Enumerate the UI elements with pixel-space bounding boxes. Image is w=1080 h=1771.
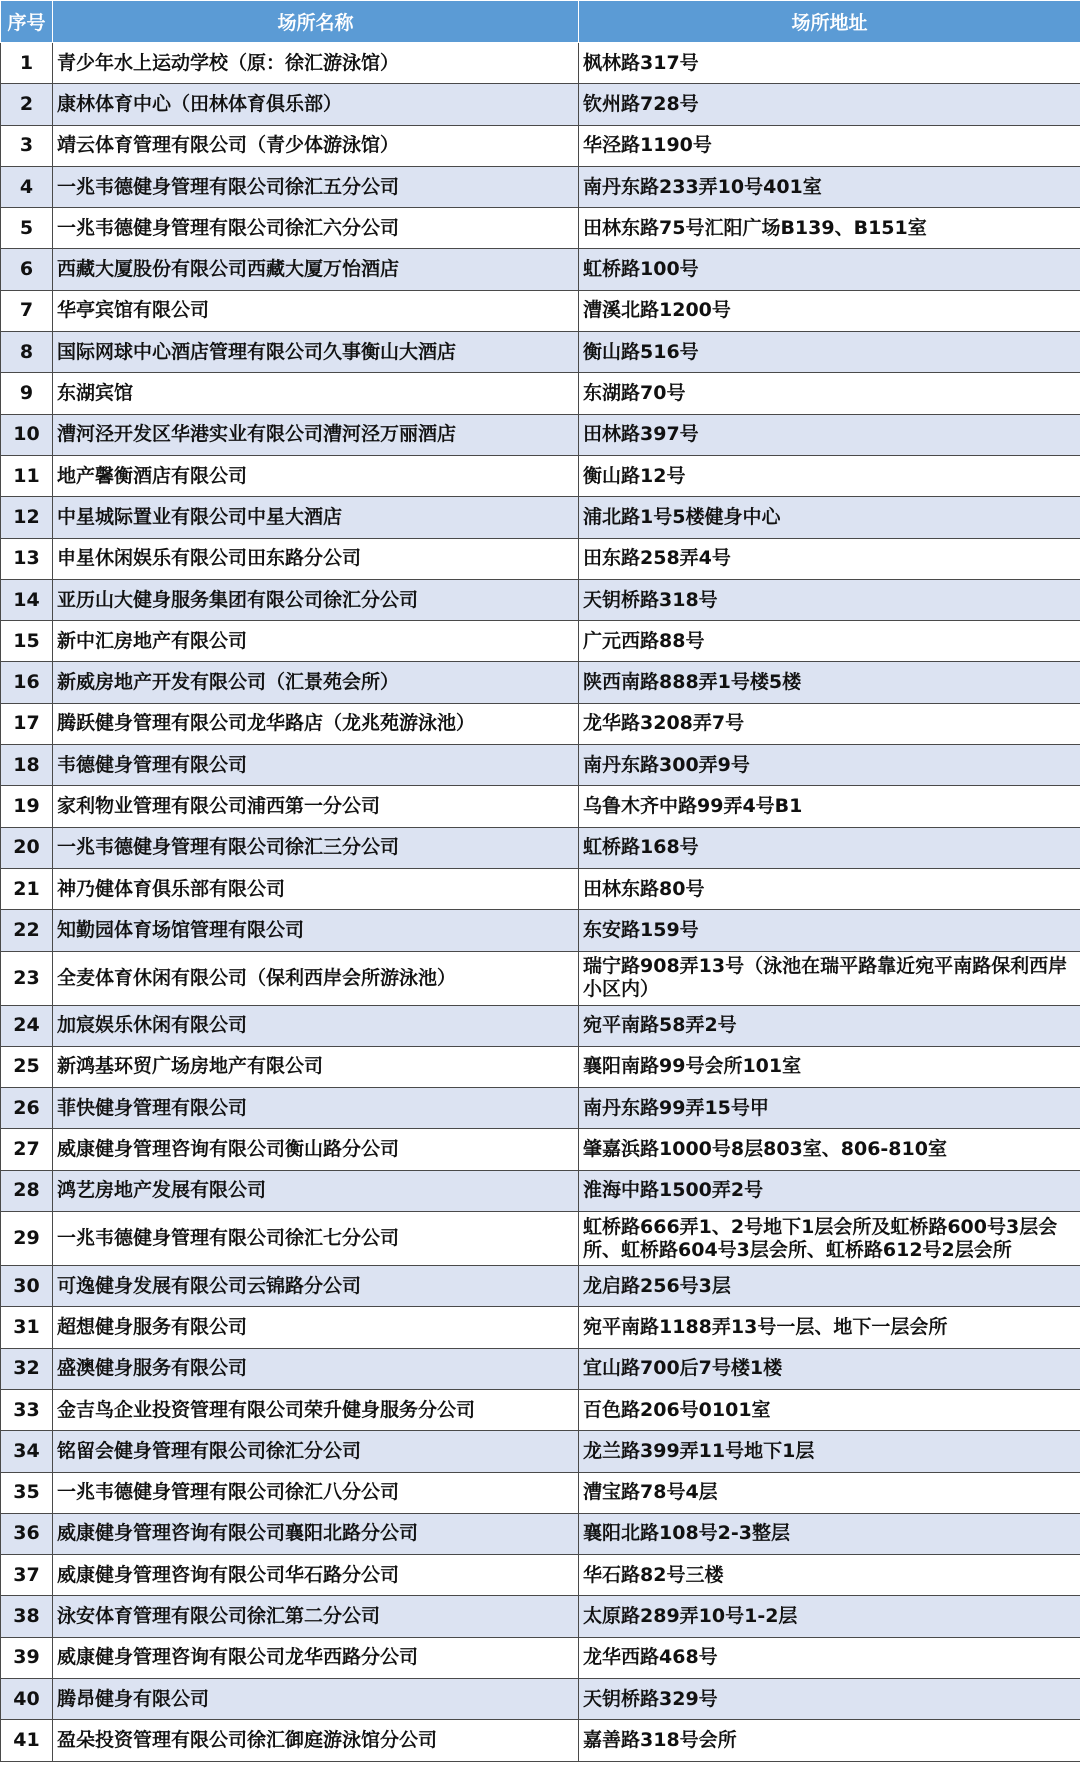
table-row (1, 332, 1080, 373)
venue-address: 田林东路75号汇阳广场B139、B151室 (579, 208, 1080, 249)
venue-name: 新中汇房地产有限公司 (53, 621, 579, 662)
venue-name: 西藏大厦股份有限公司西藏大厦万怡酒店 (53, 249, 579, 290)
venue-name: 全麦体育休闲有限公司（保利西岸会所游泳池） (53, 951, 579, 1005)
venue-address: 东湖路70号 (579, 373, 1080, 414)
venue-name: 知勤园体育场馆管理有限公司 (53, 910, 579, 951)
row-index: 33 (1, 1389, 53, 1430)
venue-name: 申星休闲娱乐有限公司田东路分公司 (53, 538, 579, 579)
table-row (1, 125, 1080, 166)
venue-address: 宛平南路1188弄13号一层、地下一层会所 (579, 1307, 1080, 1348)
venue-address: 衡山路516号 (579, 332, 1080, 373)
table-row (1, 1637, 1080, 1678)
table-row (1, 703, 1080, 744)
venue-name: 威康健身管理咨询有限公司襄阳北路分公司 (53, 1513, 579, 1554)
venue-address: 钦州路728号 (579, 84, 1080, 125)
table-row (1, 1170, 1080, 1211)
table-row (1, 1046, 1080, 1087)
venue-name: 威康健身管理咨询有限公司华石路分公司 (53, 1555, 579, 1596)
header-index: 序号 (1, 1, 53, 43)
venue-name: 威康健身管理咨询有限公司衡山路分公司 (53, 1129, 579, 1170)
row-index: 41 (1, 1720, 53, 1761)
venue-name: 盈朵投资管理有限公司徐汇御庭游泳馆分公司 (53, 1720, 579, 1761)
row-index: 40 (1, 1678, 53, 1719)
row-index: 7 (1, 290, 53, 331)
table-row (1, 1472, 1080, 1513)
venue-address: 宛平南路58弄2号 (579, 1005, 1080, 1046)
venue-name: 国际网球中心酒店管理有限公司久事衡山大酒店 (53, 332, 579, 373)
table-row (1, 951, 1080, 1005)
table-row (1, 745, 1080, 786)
row-index: 5 (1, 208, 53, 249)
row-index: 14 (1, 579, 53, 620)
row-index: 6 (1, 249, 53, 290)
header-venue-address: 场所地址 (579, 1, 1080, 43)
table-row (1, 1389, 1080, 1430)
venue-name: 青少年水上运动学校（原：徐汇游泳馆） (53, 43, 579, 84)
table-row (1, 1266, 1080, 1307)
venue-address: 华泾路1190号 (579, 125, 1080, 166)
row-index: 37 (1, 1555, 53, 1596)
table-row (1, 497, 1080, 538)
venue-address: 淮海中路1500弄2号 (579, 1170, 1080, 1211)
venue-address: 虹桥路666弄1、2号地下1层会所及虹桥路600号3层会所、虹桥路604号3层会所、虹桥路612号2层会所 (579, 1212, 1080, 1266)
venue-name: 东湖宾馆 (53, 373, 579, 414)
row-index: 24 (1, 1005, 53, 1046)
venue-name: 一兆韦德健身管理有限公司徐汇七分公司 (53, 1212, 579, 1266)
venue-name: 加宸娱乐休闲有限公司 (53, 1005, 579, 1046)
venue-address: 天钥桥路318号 (579, 579, 1080, 620)
venue-address: 田林路397号 (579, 414, 1080, 455)
table-row (1, 579, 1080, 620)
table-row (1, 1212, 1080, 1266)
table-row (1, 662, 1080, 703)
venue-address: 乌鲁木齐中路99弄4号B1 (579, 786, 1080, 827)
venue-address: 百色路206号0101室 (579, 1389, 1080, 1430)
venue-address: 浦北路1号5楼健身中心 (579, 497, 1080, 538)
table-row (1, 208, 1080, 249)
table-row (1, 1348, 1080, 1389)
table-row (1, 249, 1080, 290)
venue-name: 康林体育中心（田林体育俱乐部） (53, 84, 579, 125)
venue-name: 韦德健身管理有限公司 (53, 745, 579, 786)
venue-name: 一兆韦德健身管理有限公司徐汇三分公司 (53, 827, 579, 868)
venue-address: 天钥桥路329号 (579, 1678, 1080, 1719)
venue-name: 腾昂健身有限公司 (53, 1678, 579, 1719)
table-row (1, 1088, 1080, 1129)
row-index: 19 (1, 786, 53, 827)
row-index: 38 (1, 1596, 53, 1637)
venue-name: 漕河泾开发区华港实业有限公司漕河泾万丽酒店 (53, 414, 579, 455)
venue-name: 地产馨衡酒店有限公司 (53, 455, 579, 496)
venue-address: 华石路82号三楼 (579, 1555, 1080, 1596)
venue-address: 龙启路256号3层 (579, 1266, 1080, 1307)
venue-address: 东安路159号 (579, 910, 1080, 951)
row-index: 34 (1, 1431, 53, 1472)
row-index: 27 (1, 1129, 53, 1170)
table-row (1, 43, 1080, 84)
table-row (1, 827, 1080, 868)
venue-name: 新威房地产开发有限公司（汇景苑会所） (53, 662, 579, 703)
table-row (1, 1555, 1080, 1596)
row-index: 23 (1, 951, 53, 1005)
row-index: 18 (1, 745, 53, 786)
venue-address: 南丹东路300弄9号 (579, 745, 1080, 786)
table-row (1, 373, 1080, 414)
venue-name: 金吉鸟企业投资管理有限公司荣升健身服务分公司 (53, 1389, 579, 1430)
table-row (1, 84, 1080, 125)
row-index: 1 (1, 43, 53, 84)
venue-name: 家利物业管理有限公司浦西第一分公司 (53, 786, 579, 827)
venue-name: 可逸健身发展有限公司云锦路分公司 (53, 1266, 579, 1307)
row-index: 13 (1, 538, 53, 579)
table-row (1, 1678, 1080, 1719)
row-index: 21 (1, 868, 53, 909)
row-index: 15 (1, 621, 53, 662)
table-row (1, 621, 1080, 662)
row-index: 36 (1, 1513, 53, 1554)
row-index: 29 (1, 1212, 53, 1266)
row-index: 10 (1, 414, 53, 455)
venue-address: 枫林路317号 (579, 43, 1080, 84)
table-row (1, 1431, 1080, 1472)
table-row (1, 455, 1080, 496)
venue-address: 龙兰路399弄11号地下1层 (579, 1431, 1080, 1472)
row-index: 39 (1, 1637, 53, 1678)
table-row (1, 166, 1080, 207)
row-index: 17 (1, 703, 53, 744)
row-index: 11 (1, 455, 53, 496)
venue-name: 威康健身管理咨询有限公司龙华西路分公司 (53, 1637, 579, 1678)
venue-address: 襄阳北路108号2-3整层 (579, 1513, 1080, 1554)
venue-address: 南丹东路99弄15号甲 (579, 1088, 1080, 1129)
venue-name: 菲快健身管理有限公司 (53, 1088, 579, 1129)
table-row (1, 1596, 1080, 1637)
venue-name: 铭留会健身管理有限公司徐汇分公司 (53, 1431, 579, 1472)
venue-address: 瑞宁路908弄13号（泳池在瑞平路靠近宛平南路保利西岸小区内） (579, 951, 1080, 1005)
venue-name: 盛澳健身服务有限公司 (53, 1348, 579, 1389)
table-row (1, 414, 1080, 455)
row-index: 30 (1, 1266, 53, 1307)
table-row (1, 538, 1080, 579)
row-index: 4 (1, 166, 53, 207)
venue-address: 虹桥路168号 (579, 827, 1080, 868)
venue-address: 衡山路12号 (579, 455, 1080, 496)
table-header-row (1, 1, 1080, 43)
row-index: 35 (1, 1472, 53, 1513)
venue-address: 陕西南路888弄1号楼5楼 (579, 662, 1080, 703)
venue-address: 肇嘉浜路1000号8层803室、806-810室 (579, 1129, 1080, 1170)
venue-address: 龙华路3208弄7号 (579, 703, 1080, 744)
table-row (1, 1513, 1080, 1554)
venue-address: 漕溪北路1200号 (579, 290, 1080, 331)
row-index: 32 (1, 1348, 53, 1389)
row-index: 12 (1, 497, 53, 538)
venue-address: 南丹东路233弄10号401室 (579, 166, 1080, 207)
venue-address: 广元西路88号 (579, 621, 1080, 662)
table-row (1, 868, 1080, 909)
venue-name: 超想健身服务有限公司 (53, 1307, 579, 1348)
table-body (1, 43, 1080, 1762)
table-row (1, 786, 1080, 827)
venue-name: 神乃健体育俱乐部有限公司 (53, 868, 579, 909)
venue-address: 漕宝路78号4层 (579, 1472, 1080, 1513)
venue-address: 田林东路80号 (579, 868, 1080, 909)
venue-address: 虹桥路100号 (579, 249, 1080, 290)
venue-name: 腾跃健身管理有限公司龙华路店（龙兆苑游泳池） (53, 703, 579, 744)
venue-name: 一兆韦德健身管理有限公司徐汇八分公司 (53, 1472, 579, 1513)
row-index: 3 (1, 125, 53, 166)
row-index: 20 (1, 827, 53, 868)
venue-address: 龙华西路468号 (579, 1637, 1080, 1678)
table-row (1, 1005, 1080, 1046)
row-index: 28 (1, 1170, 53, 1211)
venue-address: 宜山路700后7号楼1楼 (579, 1348, 1080, 1389)
venue-address: 襄阳南路99号会所101室 (579, 1046, 1080, 1087)
table-row (1, 1129, 1080, 1170)
row-index: 26 (1, 1088, 53, 1129)
venue-name: 一兆韦德健身管理有限公司徐汇五分公司 (53, 166, 579, 207)
venue-name: 一兆韦德健身管理有限公司徐汇六分公司 (53, 208, 579, 249)
venue-name: 新鸿基环贸广场房地产有限公司 (53, 1046, 579, 1087)
venue-name: 鸿艺房地产发展有限公司 (53, 1170, 579, 1211)
row-index: 2 (1, 84, 53, 125)
row-index: 31 (1, 1307, 53, 1348)
row-index: 22 (1, 910, 53, 951)
venue-name: 泳安体育管理有限公司徐汇第二分公司 (53, 1596, 579, 1637)
row-index: 8 (1, 332, 53, 373)
header-venue-name: 场所名称 (53, 1, 579, 43)
table-row (1, 1307, 1080, 1348)
table-row (1, 290, 1080, 331)
venue-name: 华亭宾馆有限公司 (53, 290, 579, 331)
table-row (1, 910, 1080, 951)
venue-name: 亚历山大健身服务集团有限公司徐汇分公司 (53, 579, 579, 620)
venue-address: 田东路258弄4号 (579, 538, 1080, 579)
row-index: 9 (1, 373, 53, 414)
row-index: 25 (1, 1046, 53, 1087)
venue-name: 靖云体育管理有限公司（青少体游泳馆） (53, 125, 579, 166)
venue-name: 中星城际置业有限公司中星大酒店 (53, 497, 579, 538)
row-index: 16 (1, 662, 53, 703)
venue-address: 太原路289弄10号1-2层 (579, 1596, 1080, 1637)
venue-address: 嘉善路318号会所 (579, 1720, 1080, 1761)
table-row (1, 1720, 1080, 1761)
